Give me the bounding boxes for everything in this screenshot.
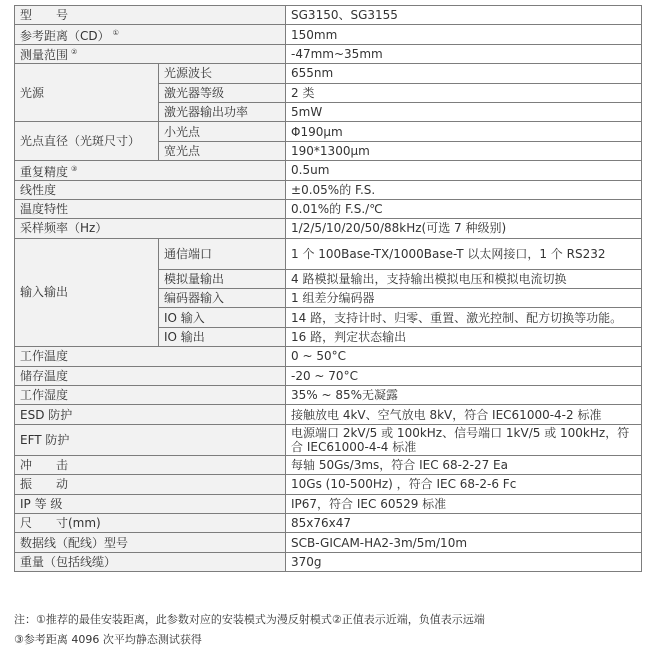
spec-value	[286, 161, 642, 180]
spec-value-text: 655nm	[291, 66, 334, 81]
spec-label	[15, 44, 286, 63]
spec-row	[15, 513, 642, 532]
spec-sub-label	[159, 269, 286, 288]
spec-sub-label	[159, 64, 286, 83]
spec-value	[286, 533, 642, 552]
spec-sub-label-text: 小光点	[164, 124, 201, 139]
spec-value	[286, 141, 642, 160]
spec-value	[286, 386, 642, 405]
footnote-marker: ①	[112, 29, 119, 38]
spec-group-label-text: 光点直径（光斑尺寸）	[20, 134, 141, 149]
spec-label	[15, 513, 286, 532]
spec-sub-label-text: 通信端口	[164, 246, 213, 261]
spec-value-text: SG3150、SG3155	[291, 8, 398, 23]
spec-value	[286, 513, 642, 532]
spec-row	[15, 219, 642, 238]
spec-value	[286, 424, 642, 455]
spec-group-label	[15, 64, 159, 122]
spec-label-text: 尺 寸(mm)	[20, 516, 101, 531]
spec-value-text: 4 路模拟量输出，支持输出模拟电压和模拟电流切换	[291, 271, 567, 286]
spec-value	[286, 552, 642, 571]
spec-value	[286, 6, 642, 25]
spec-label	[15, 366, 286, 385]
spec-sub-label	[159, 102, 286, 121]
spec-value	[286, 180, 642, 199]
spec-sub-label-text: IO 输出	[164, 330, 205, 345]
footnote-marker: ③	[71, 164, 78, 173]
spec-label-text: 数据线（配线）型号	[20, 535, 129, 550]
spec-value-text: 0.01%的 F.S./℃	[291, 202, 383, 217]
spec-label	[15, 533, 286, 552]
spec-label-text: 重量（包括线缆）	[20, 554, 117, 569]
spec-value-text: 16 路，判定状态输出	[291, 330, 407, 345]
spec-value	[286, 475, 642, 494]
spec-value	[286, 64, 642, 83]
footnote-line: 注：①推荐的最佳安装距离，此参数对应的安装模式为漫反射模式②正值表示近端，负值表示远端	[14, 613, 485, 626]
spec-value-text: 1 个 100Base-TX/1000Base-T 以太网接口，1 个 RS232	[291, 246, 606, 261]
spec-sub-label-text: IO 输入	[164, 310, 205, 325]
footnotes	[14, 610, 644, 650]
spec-label	[15, 494, 286, 513]
spec-value	[286, 347, 642, 366]
spec-sub-label-text: 宽光点	[164, 143, 201, 158]
spec-value	[286, 308, 642, 327]
spec-row	[15, 122, 642, 141]
spec-label-text: 工作温度	[20, 349, 69, 364]
spec-value-text: 190*1300µm	[291, 143, 370, 158]
spec-row	[15, 347, 642, 366]
spec-row	[15, 552, 642, 571]
spec-label-text: 重复精度	[20, 164, 69, 179]
spec-value-text: 150mm	[291, 27, 338, 42]
spec-value-text: 0 ~ 50°C	[291, 349, 346, 364]
spec-label	[15, 180, 286, 199]
spec-label	[15, 386, 286, 405]
spec-row	[15, 455, 642, 474]
spec-label	[15, 199, 286, 218]
spec-sub-label	[159, 122, 286, 141]
spec-value-text: IP67，符合 IEC 60529 标准	[291, 496, 447, 511]
spec-value	[286, 238, 642, 269]
spec-sub-label-text: 激光器等级	[164, 85, 225, 100]
spec-row	[15, 238, 642, 269]
spec-label-text: 工作湿度	[20, 388, 69, 403]
spec-sub-label-text: 编码器输入	[164, 291, 225, 306]
spec-label-text: IP 等 级	[20, 496, 63, 511]
spec-label-text: 型 号	[20, 8, 69, 23]
spec-sub-label	[159, 83, 286, 102]
spec-row	[15, 161, 642, 180]
spec-row	[15, 44, 642, 63]
spec-row	[15, 386, 642, 405]
spec-value	[286, 269, 642, 288]
spec-label-text: 温度特性	[20, 202, 69, 217]
spec-sub-label	[159, 141, 286, 160]
spec-label	[15, 475, 286, 494]
spec-label-text: ESD 防护	[20, 407, 73, 422]
footnote-marker: ②	[71, 48, 78, 57]
spec-value-text: 1 组差分编码器	[291, 291, 375, 306]
spec-group-label	[15, 122, 159, 161]
spec-label-text: 储存温度	[20, 368, 69, 383]
spec-value-text: 5mW	[291, 105, 323, 120]
spec-value-text: 10Gs (10-500Hz) ，符合 IEC 68-2-6 Fc	[291, 477, 517, 492]
spec-value	[286, 455, 642, 474]
spec-row	[15, 366, 642, 385]
spec-value	[286, 122, 642, 141]
spec-label	[15, 405, 286, 424]
footnote-line: ③参考距离 4096 次平均静态测试获得	[14, 633, 202, 646]
spec-value-text: 2 类	[291, 85, 315, 100]
spec-value-text: -20 ~ 70°C	[291, 368, 358, 383]
spec-value-text: ±0.05%的 F.S.	[291, 182, 376, 197]
spec-value-text: 370g	[291, 554, 322, 569]
spec-group-label	[15, 238, 159, 347]
spec-value	[286, 366, 642, 385]
spec-value-text: 35% ~ 85%无凝露	[291, 388, 399, 403]
spec-sub-label	[159, 327, 286, 346]
spec-row	[15, 405, 642, 424]
spec-row	[15, 25, 642, 44]
spec-value-text: 1/2/5/10/20/50/88kHz(可选 7 种级别)	[291, 221, 507, 236]
spec-value	[286, 25, 642, 44]
spec-value-text: SCB-GICAM-HA2-3m/5m/10m	[291, 535, 468, 550]
spec-label	[15, 552, 286, 571]
spec-value	[286, 83, 642, 102]
spec-label-text: 参考距离（CD）	[20, 29, 110, 44]
spec-row	[15, 533, 642, 552]
spec-label-text: 冲 击	[20, 458, 69, 472]
spec-label-text: EFT 防护	[20, 432, 70, 447]
spec-value	[286, 494, 642, 513]
spec-value	[286, 199, 642, 218]
spec-sub-label-text: 光源波长	[164, 66, 213, 81]
spec-label-text: 振 动	[20, 477, 69, 492]
spec-row	[15, 6, 642, 25]
spec-group-label-text: 输入输出	[20, 285, 69, 300]
spec-group-label-text: 光源	[20, 85, 45, 100]
spec-value	[286, 327, 642, 346]
spec-sub-label-text: 激光器输出功率	[164, 105, 249, 120]
spec-label	[15, 161, 286, 180]
spec-value	[286, 44, 642, 63]
spec-label	[15, 455, 286, 474]
spec-label-text: 测量范围	[20, 48, 69, 63]
spec-label-text: 采样频率（Hz）	[20, 221, 108, 236]
spec-label	[15, 347, 286, 366]
spec-value-text: 电源端口 2kV/5 或 100kHz、信号端口 1kV/5 或 100kHz，符合 IEC61000-4-4 标准	[291, 425, 630, 454]
spec-value	[286, 219, 642, 238]
spec-sub-label-text: 模拟量输出	[164, 271, 225, 286]
spec-value-text: Φ190µm	[291, 124, 343, 139]
spec-row	[15, 475, 642, 494]
spec-row	[15, 494, 642, 513]
spec-row	[15, 64, 642, 83]
spec-value-text: -47mm~35mm	[291, 46, 383, 61]
spec-value	[286, 289, 642, 308]
spec-table	[14, 5, 642, 572]
spec-label	[15, 219, 286, 238]
spec-value	[286, 102, 642, 121]
spec-label	[15, 424, 286, 455]
spec-label	[15, 25, 286, 44]
spec-row	[15, 199, 642, 218]
spec-value	[286, 405, 642, 424]
spec-value-text: 14 路，支持计时、归零、重置、激光控制、配方切换等功能。	[291, 310, 623, 325]
spec-value-text: 0.5um	[291, 163, 330, 178]
spec-label	[15, 6, 286, 25]
spec-sub-label	[159, 289, 286, 308]
spec-row	[15, 424, 642, 455]
spec-label-text: 线性度	[20, 182, 57, 197]
spec-value-text: 每轴 50Gs/3ms，符合 IEC 68-2-27 Ea	[291, 458, 508, 472]
spec-sub-label	[159, 308, 286, 327]
spec-row	[15, 180, 642, 199]
spec-value-text: 85x76x47	[291, 516, 352, 531]
spec-value-text: 接触放电 4kV、空气放电 8kV，符合 IEC61000-4-2 标准	[291, 407, 602, 422]
spec-sub-label	[159, 238, 286, 269]
